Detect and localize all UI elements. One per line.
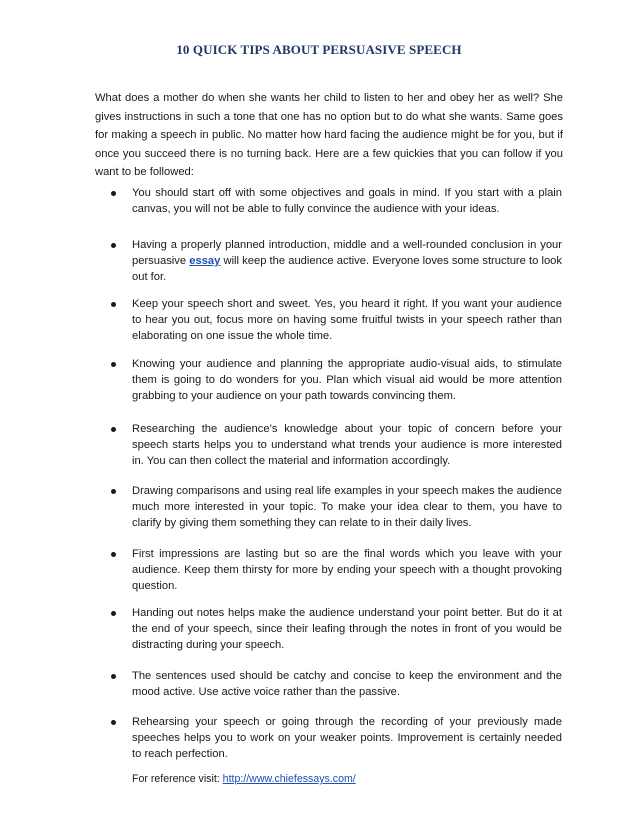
tip-text: Rehearsing your speech or going through the recording of your previously made speeches helps you to work on your weaker points. Improvement is certainly needed to reach perfection. [132, 716, 562, 761]
tip-text [132, 237, 562, 286]
tip-text: You should start off with some objectives and goals in mind. If you start with a plain canvas, you will not be able to fully convince the audience with your ideas. [132, 187, 562, 216]
intro-paragraph: What does a mother do when she wants her child to listen to her and obey her as well? She gives instructions in such a tone that one has no option but to do what she wants. Same goes for making a speech in public. No matter how hard facing the audience might be for you, but if once you succeed there is no turning back. Here are a few quickies that you can follow if you want to be followed: [95, 92, 563, 179]
bullet-icon [111, 552, 116, 557]
page-title: 10 QUICK TIPS ABOUT PERSUASIVE SPEECH [176, 42, 462, 57]
tip-text-before-link: Having a properly planned introduction, middle and a well-rounded conclusion in your persuasive [132, 239, 562, 268]
tip-text: Drawing comparisons and using real life examples in your speech makes the audience much more interested in your topic. To make your idea clear to them, you have to clarify by giving them something they can relate to in their daily lives. [132, 485, 562, 530]
bullet-icon [111, 674, 116, 679]
bullet-icon [111, 191, 116, 196]
tip-text: Knowing your audience and planning the appropriate audio-visual aids, to stimulate them is going to do wonders for you. Plan which visual aid would be more attention grabbing to your audience on your path towards convincing them. [132, 358, 562, 403]
tip-text: Researching the audience’s knowledge about your topic of concern before your speech starts helps you to understand what trends your audience is more interested in. You can then collect the material and information accordingly. [132, 423, 562, 468]
bullet-icon [111, 243, 116, 248]
reference-url-link[interactable]: http://www.chiefessays.com/ [222, 773, 356, 785]
reference-line [132, 773, 356, 785]
bullet-icon [111, 720, 116, 725]
tip-text-after-link: will keep the audience active. Everyone loves some structure to look out for. [132, 255, 562, 284]
bullet-icon [111, 302, 116, 307]
bullet-icon [111, 489, 116, 494]
bullet-icon [111, 427, 116, 432]
bullet-icon [111, 611, 116, 616]
tip-text: Handing out notes helps make the audience understand your point better. But do it at the end of your speech, since their leafing through the notes in front of you would be distracting during your speech. [132, 607, 562, 652]
reference-label: For reference visit: [132, 773, 223, 785]
tip-text: Keep your speech short and sweet. Yes, you heard it right. If you want your audience to hear you out, focus more on having some fruitful twists in your speech rather than elaborating on one issue the whole time. [132, 298, 562, 343]
tip-text: First impressions are lasting but so are the final words which you leave with your audience. Keep them thirsty for more by ending your speech with a thought provoking question. [132, 548, 562, 593]
bullet-icon [111, 362, 116, 367]
essay-link[interactable]: essay [189, 255, 221, 268]
tip-text: The sentences used should be catchy and concise to keep the environment and the mood active. Use active voice rather than the passive. [132, 670, 562, 699]
